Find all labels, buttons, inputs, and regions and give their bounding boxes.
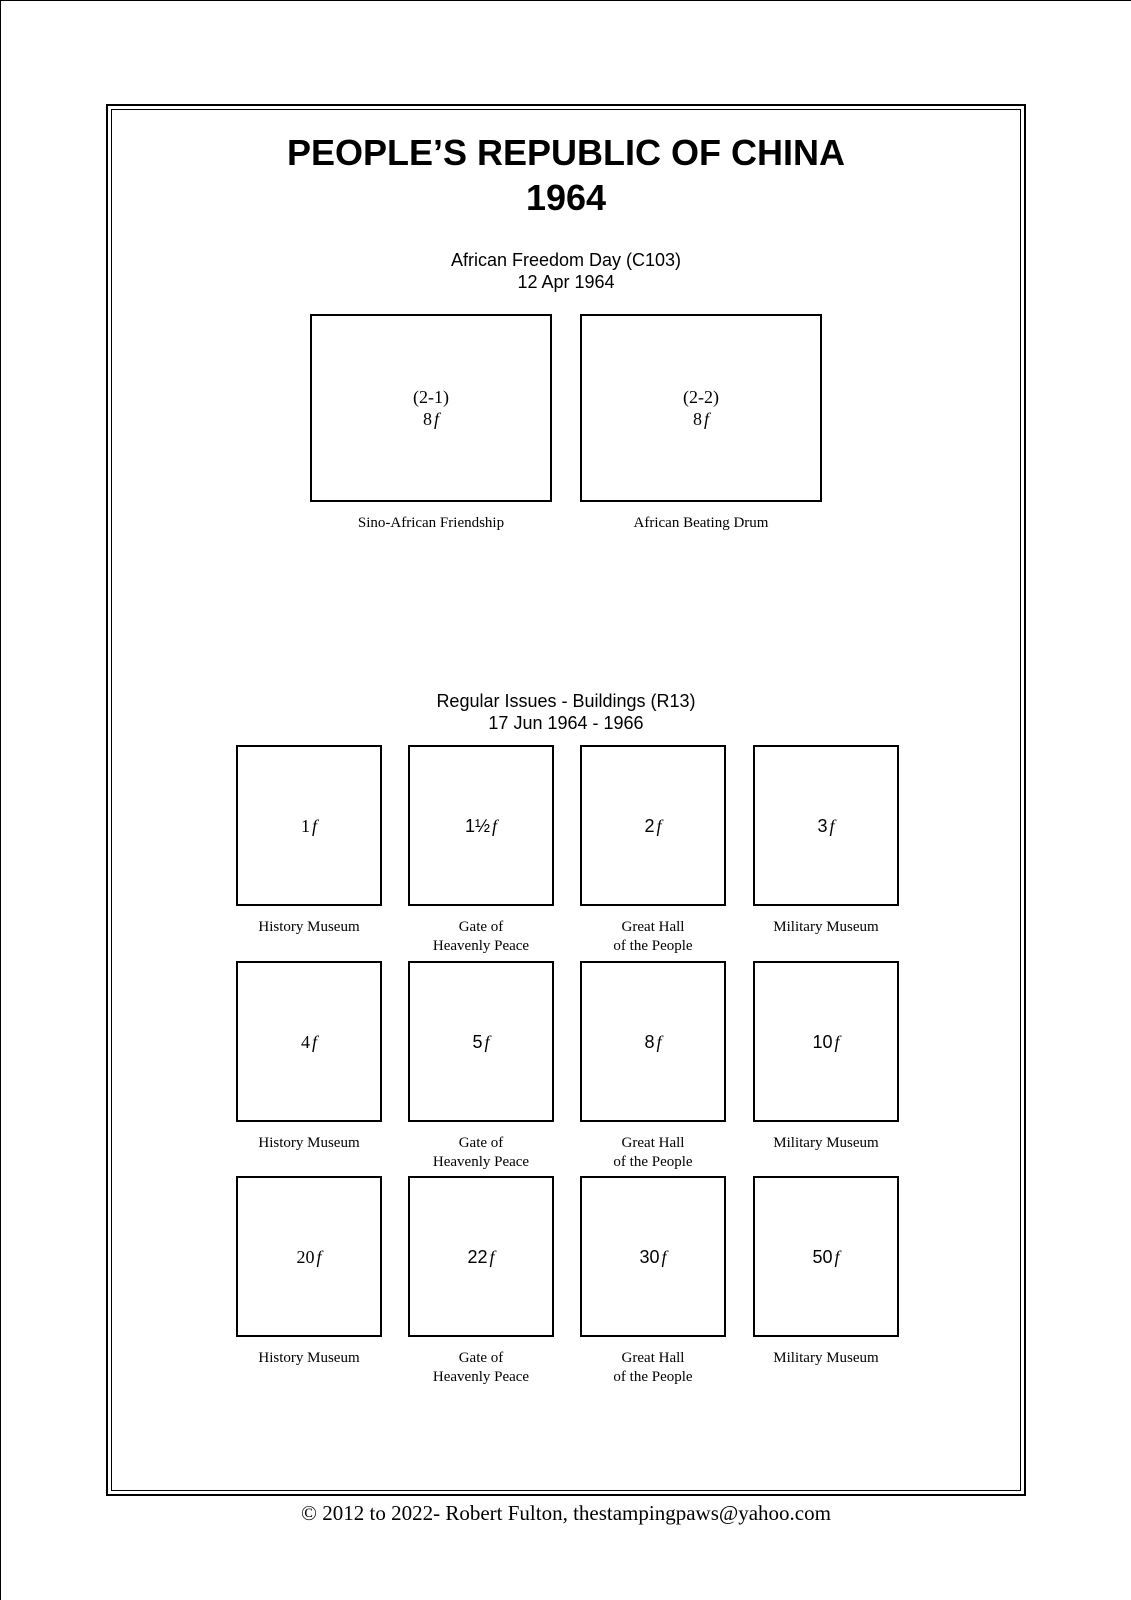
stamp-denomination: 2 f — [644, 815, 662, 836]
stamp-caption: History Museum — [258, 1350, 360, 1366]
stamp-caption: African Beating Drum — [633, 515, 769, 531]
stamp-caption: Gate of Heavenly Peace — [432, 1350, 530, 1385]
stamp-denomination: 5 f — [472, 1031, 490, 1052]
section-title-african-freedom-day: African Freedom Day (C103) — [450, 250, 682, 270]
stamp-caption: Military Museum — [773, 1350, 879, 1366]
stamp-space — [753, 1176, 899, 1337]
stamp-caption: Military Museum — [773, 919, 879, 935]
stamp-caption: Military Museum — [773, 1135, 879, 1151]
stamp-space — [408, 961, 554, 1122]
stamp-denomination: 1½ f — [464, 815, 498, 836]
copyright-footer: © 2012 to 2022- Robert Fulton, thestampingpaws@yahoo.com — [301, 1501, 831, 1525]
stamp-caption: Sino-African Friendship — [357, 515, 505, 531]
stamp-space — [580, 1176, 726, 1337]
section-date-regular-issues: 17 Jun 1964 - 1966 — [488, 713, 644, 733]
stamp-space — [753, 961, 899, 1122]
stamp-denomination: 20 f — [296, 1246, 322, 1267]
stamp-space — [236, 1176, 382, 1337]
stamp-denomination: 8 f — [692, 409, 709, 429]
stamp-caption: History Museum — [258, 919, 360, 935]
stamp-denomination: 4 f — [300, 1031, 317, 1052]
page-edge-left — [0, 0, 1, 1600]
stamp-code: (2-2) — [683, 387, 719, 407]
stamp-denomination: 8 f — [644, 1031, 662, 1052]
stamp-space — [753, 745, 899, 906]
section-title-regular-issues: Regular Issues - Buildings (R13) — [436, 691, 696, 711]
stamp-caption: Great Hall of the People — [613, 919, 693, 954]
stamp-denomination: 1 f — [300, 815, 317, 836]
stamp-space — [236, 961, 382, 1122]
stamp-space — [580, 745, 726, 906]
stamp-space — [310, 314, 552, 502]
stamp-denomination: 3 f — [817, 815, 835, 836]
stamp-space — [580, 314, 822, 502]
stamp-space — [408, 1176, 554, 1337]
stamp-caption: Great Hall of the People — [613, 1135, 693, 1170]
page-title: PEOPLE’S REPUBLIC OF CHINA — [286, 132, 846, 173]
page-year: 1964 — [525, 177, 607, 218]
section-date-african-freedom-day: 12 Apr 1964 — [517, 272, 615, 292]
stamp-space — [580, 961, 726, 1122]
page-edge-top — [0, 0, 1131, 1]
stamp-denomination: 30 f — [639, 1246, 667, 1267]
stamp-caption: Gate of Heavenly Peace — [432, 1135, 530, 1170]
stamp-caption: Gate of Heavenly Peace — [432, 919, 530, 954]
stamp-denomination: 22 f — [467, 1246, 495, 1267]
stamp-denomination: 10 f — [812, 1031, 840, 1052]
stamp-code: (2-1) — [413, 387, 449, 407]
stamp-space — [236, 745, 382, 906]
stamp-caption: Great Hall of the People — [613, 1350, 693, 1385]
stamp-denomination: 50 f — [812, 1246, 840, 1267]
stamp-caption: History Museum — [258, 1135, 360, 1151]
stamp-space — [408, 745, 554, 906]
stamp-denomination: 8 f — [422, 409, 439, 429]
